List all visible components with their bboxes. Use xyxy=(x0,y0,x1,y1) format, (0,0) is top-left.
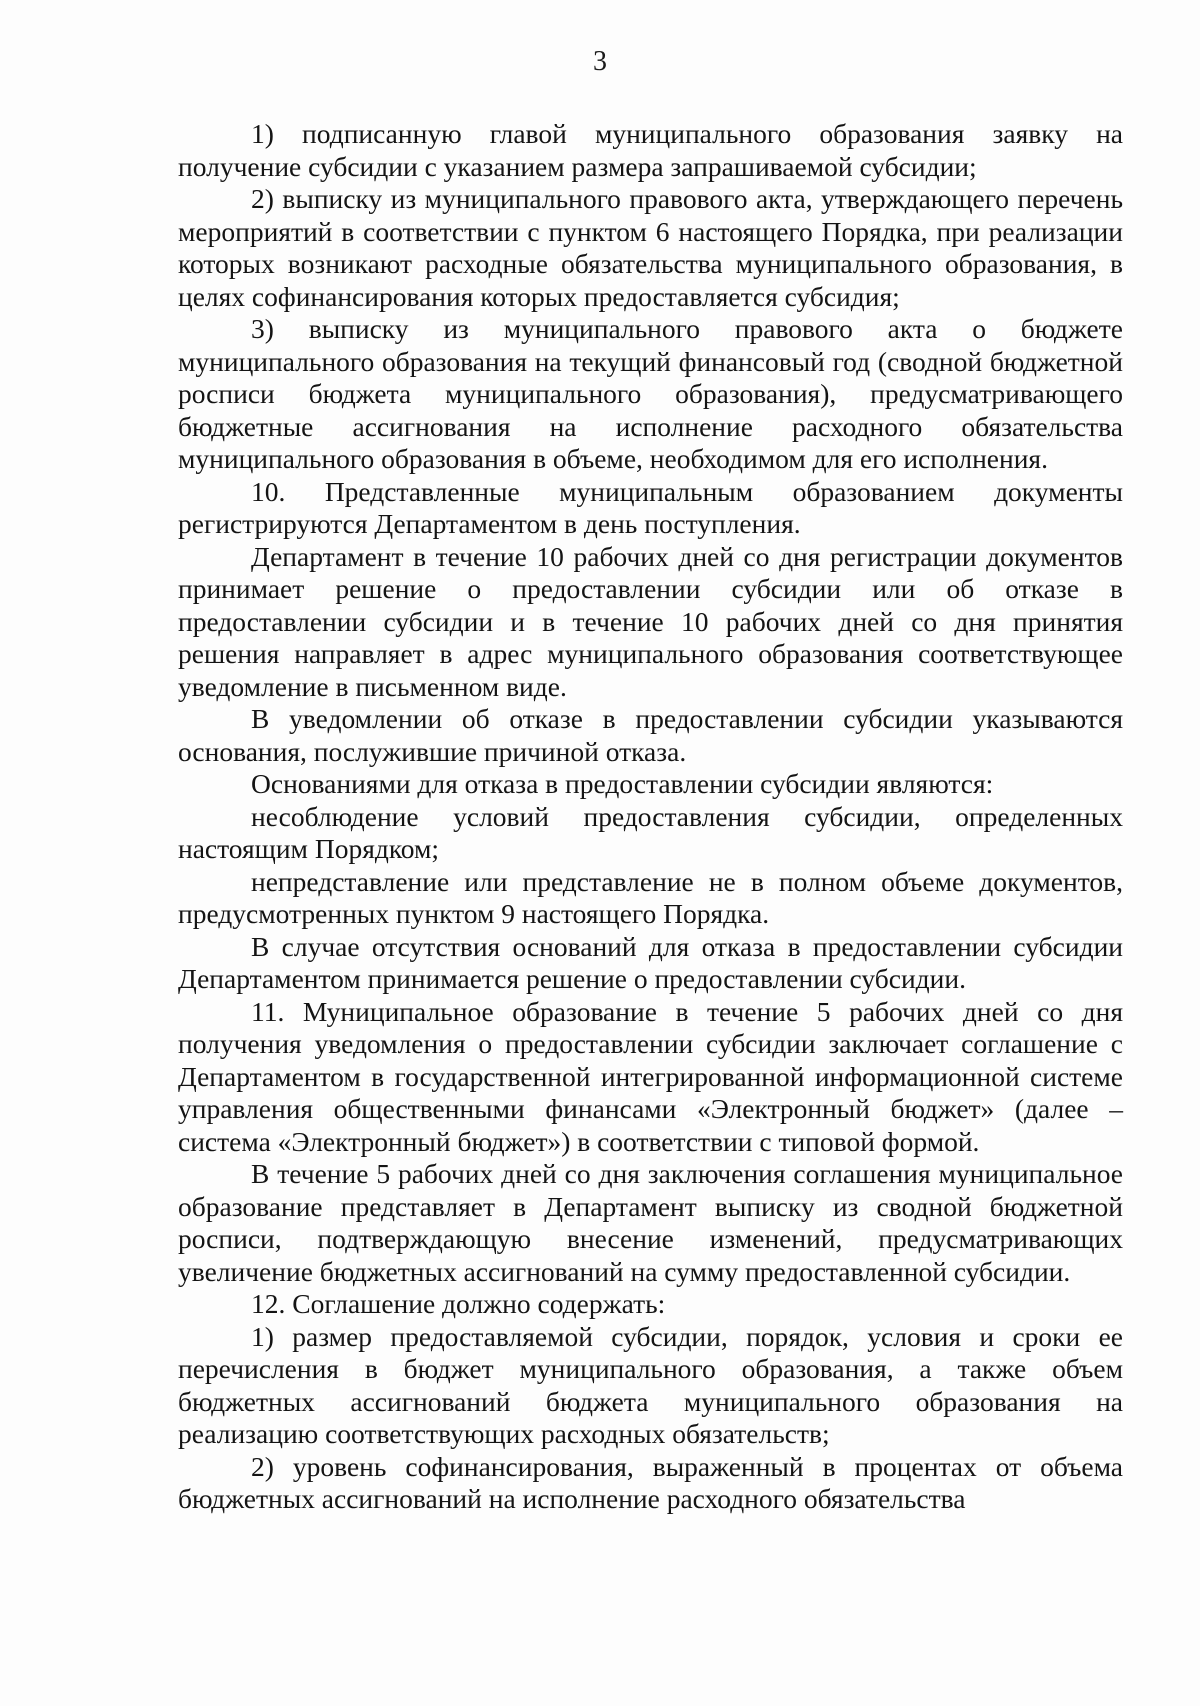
paragraph-clause-12: 12. Соглашение должно содержать: xyxy=(251,1288,666,1319)
paragraph-agreement-item-2: 2) уровень софинансирования, выраженный в процентах от объема бюджетных ассигнований на исполнение расходного обязательства xyxy=(178,1450,1123,1514)
paragraph-approval-decision: В случае отсутствия оснований для отказа в предоставлении субсидии Департаментом принимается решение о предоставлении субсидии. xyxy=(178,930,1123,994)
document-body xyxy=(178,118,1123,1516)
paragraph-refusal-ground-2: непредставление или представление не в полном объеме документов, предусмотренных пунктом 9 настоящего Порядка. xyxy=(178,865,1123,929)
paragraph-refusal-notice: В уведомлении об отказе в предоставлении субсидии указываются основания, послужившие причиной отказа. xyxy=(178,703,1123,767)
paragraph-decision-deadline: Департамент в течение 10 рабочих дней со дня регистрации документов принимает решение о предоставлении субсидии или об отказе в предоставлении субсидии и в течение 10 рабочих дней со дня принятия решения направляет в адрес муниципального образования соответствующее уведомление в письменном виде. xyxy=(178,540,1123,702)
paragraph-item-3-budget-extract: 3) выписку из муниципального правового акта о бюджете муниципального образования на текущий финансовый год (сводной бюджетной росписи бюджета муниципального образования), предусматривающего бюджетные ассигнования на исполнение расходного обязательства муниципального образования в объеме, необходимом для его исполнения. xyxy=(178,313,1123,474)
paragraph-item-2-activities-extract: 2) выписку из муниципального правового акта, утверждающего перечень мероприятий в соответствии с пунктом 6 настоящего Порядка, при реализации которых возникают расходные обязательства муниципального образования, в целях софинансирования которых предоставляется субсидия; xyxy=(178,183,1123,312)
paragraph-refusal-grounds-heading: Основаниями для отказа в предоставлении субсидии являются: xyxy=(251,768,994,799)
page-number: 3 xyxy=(593,46,607,77)
paragraph-item-1-application: 1) подписанную главой муниципального образования заявку на получение субсидии с указанием размера запрашиваемой субсидии; xyxy=(178,118,1123,182)
paragraph-agreement-item-1: 1) размер предоставляемой субсидии, порядок, условия и сроки ее перечисления в бюджет муниципального образования, а также объем бюджетных ассигнований бюджета муниципального образования на реализацию соответствующих расходных обязательств; xyxy=(178,1320,1123,1449)
paragraph-clause-11: 11. Муниципальное образование в течение 5 рабочих дней со дня получения уведомления о предоставлении субсидии заключает соглашение с Департаментом в государственной интегрированной информационной системе управления общественными финансами «Электронный бюджет» (далее – система «Электронный бюджет») в соответствии с типовой формой. xyxy=(178,995,1123,1157)
paragraph-refusal-ground-1: несоблюдение условий предоставления субсидии, определенных настоящим Порядком; xyxy=(178,800,1123,864)
paragraph-clause-10: 10. Представленные муниципальным образованием документы регистрируются Департаментом в день поступления. xyxy=(178,475,1123,539)
paragraph-budget-extract-submission: В течение 5 рабочих дней со дня заключения соглашения муниципальное образование представляет в Департамент выписку из сводной бюджетной росписи, подтверждающую внесение изменений, предусматривающих увеличение бюджетных ассигнований на сумму предоставленной субсидии. xyxy=(178,1158,1123,1287)
